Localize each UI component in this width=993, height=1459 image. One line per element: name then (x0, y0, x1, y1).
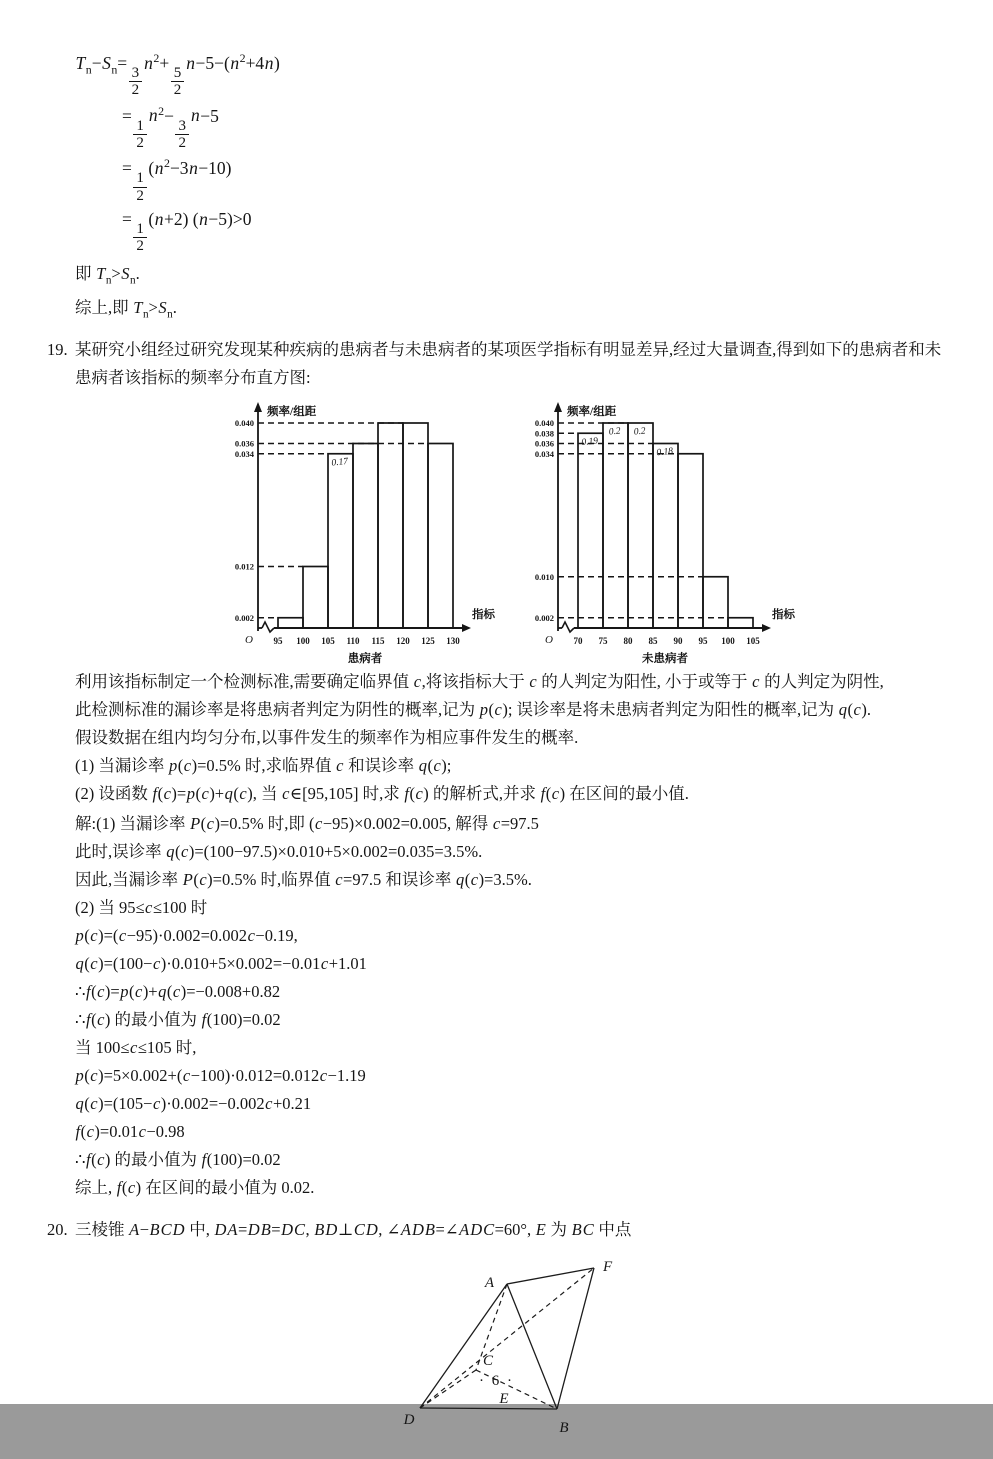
text-line: (2) 当 95≤c≤100 时 (75, 898, 208, 918)
text-line: q(c)=(100−c)·0.010+5×0.002=−0.01c+1.01 (75, 954, 367, 974)
svg-text:100: 100 (296, 636, 310, 647)
svg-text:D: D (403, 1412, 415, 1429)
text-line: = $\frac{1}{2}$ $n^2-$ $\frac{3}{2}$ n−5 (122, 103, 219, 151)
patients-histogram (226, 398, 526, 668)
svg-text:95: 95 (273, 636, 283, 647)
text-line: = $\frac{1}{2}$ $(n^2-3n-10)$ (122, 156, 232, 204)
non-patients-histogram (526, 398, 826, 668)
svg-text:C: C (483, 1353, 494, 1370)
svg-text:0.040: 0.040 (234, 418, 254, 429)
svg-text:0.040: 0.040 (534, 418, 554, 429)
problem-20-statement: 三棱锥 A−BCD 中, DA=DB=DC, BD⊥CD, ∠ADB=∠ADC=60°, E 为 BC 中点 (75, 1220, 632, 1240)
page-number: · 6 · (479, 1373, 514, 1389)
problem-19-number: 19. (47, 340, 68, 360)
svg-text:105: 105 (746, 636, 760, 647)
svg-text:70: 70 (573, 636, 583, 647)
text-line: (2) 设函数 f(c)=p(c)+q(c), 当 c∈[95,105] 时,求 f(c) 的解析式,并求 f(c) 在区间的最小值. (75, 784, 689, 804)
problem-20 (0, 1216, 993, 1244)
svg-text:130: 130 (446, 636, 460, 647)
problem-19-paragraph (0, 668, 993, 752)
svg-text:0.036: 0.036 (234, 438, 254, 449)
svg-text:F: F (603, 1259, 613, 1276)
svg-text:115: 115 (371, 636, 385, 647)
svg-text:O: O (245, 634, 253, 647)
text-line: ∴f(c) 的最小值为 f(100)=0.02 (75, 1150, 281, 1170)
text-line: 即 $T_n>S_n$. (75, 263, 140, 286)
text-line: q(c)=(105−c)·0.002=−0.002c+0.21 (75, 1094, 312, 1114)
histograms-row (226, 398, 993, 668)
text-line: 当 100≤c≤105 时, (75, 1038, 197, 1058)
svg-text:0.012: 0.012 (234, 561, 254, 572)
text-line: p(c)=(c−95)·0.002=0.002c−0.19, (75, 926, 298, 946)
svg-text:0.18: 0.18 (656, 446, 674, 459)
svg-text:A: A (484, 1275, 494, 1292)
svg-text:0.034: 0.034 (534, 448, 554, 459)
svg-text:0.002: 0.002 (534, 612, 554, 623)
text-line: 解:(1) 当漏诊率 P(c)=0.5% 时,即 (c−95)×0.002=0.005, 解得 c=97.5 (75, 814, 539, 834)
text-line: f(c)=0.01c−0.98 (75, 1122, 185, 1142)
text-line: p(c)=5×0.002+(c−100)·0.012=0.012c−1.19 (75, 1066, 366, 1086)
svg-text:0.038: 0.038 (534, 428, 554, 439)
svg-text:0.010: 0.010 (534, 571, 554, 582)
svg-text:E: E (499, 1391, 509, 1408)
text-line: 此检测标准的漏诊率是将患病者判定为阴性的概率,记为 p(c); 误诊率是将未患病者判定为阳性的概率,记为 q(c). (75, 700, 871, 720)
derivation-lines (75, 51, 993, 255)
problem-19-solution (0, 810, 993, 1202)
tetrahedron-figure (380, 1254, 680, 1454)
svg-text:0.002: 0.002 (234, 612, 254, 623)
svg-text:75: 75 (598, 636, 608, 647)
problem-19 (0, 336, 993, 392)
svg-text:80: 80 (623, 636, 633, 647)
svg-text:0.2: 0.2 (633, 426, 647, 438)
svg-text:105: 105 (321, 636, 335, 647)
text-line: (1) 当漏诊率 p(c)=0.5% 时,求临界值 c 和误诊率 q(c); (75, 756, 452, 776)
text-line: ∴f(c)=p(c)+q(c)=−0.008+0.82 (75, 982, 281, 1002)
svg-text:患病者: 患病者 (347, 653, 383, 666)
text-line: 因此,当漏诊率 P(c)=0.5% 时,临界值 c=97.5 和误诊率 q(c)=3.5%. (75, 870, 532, 890)
svg-text:85: 85 (648, 636, 658, 647)
svg-text:指标: 指标 (772, 609, 795, 622)
svg-text:0.036: 0.036 (534, 438, 554, 449)
conclusion-lines (75, 260, 993, 329)
svg-text:125: 125 (421, 636, 435, 647)
solution-18-block (0, 51, 993, 328)
text-line: 综上,即 $T_n>S_n$. (75, 297, 177, 321)
tetrahedron-figure-row (380, 1254, 993, 1459)
text-line: $T_n-S_n=$ $\frac{3}{2}$ $n^2+$ $\frac{5}{2}$ $n-5-(n^2+4n)$ (75, 51, 280, 99)
text-line: ∴f(c) 的最小值为 f(100)=0.02 (75, 1010, 281, 1030)
svg-text:0.17: 0.17 (331, 457, 349, 469)
svg-text:100: 100 (721, 636, 735, 647)
svg-text:未患病者: 未患病者 (642, 653, 688, 666)
text-line: 利用该指标制定一个检测标准,需要确定临界值 c,将该指标大于 c 的人判定为阳性, 小于或等于 c 的人判定为阴性, (75, 672, 884, 692)
svg-text:0.19: 0.19 (581, 436, 599, 449)
text-line: 综上, f(c) 在区间的最小值为 0.02. (75, 1178, 315, 1198)
svg-text:0.034: 0.034 (234, 448, 254, 459)
svg-text:110: 110 (346, 636, 360, 647)
text-line: 假设数据在组内均匀分布,以事件发生的频率作为相应事件发生的概率. (75, 728, 579, 748)
svg-text:90: 90 (673, 636, 683, 647)
svg-text:B: B (559, 1420, 569, 1437)
svg-text:频率/组距: 频率/组距 (567, 406, 617, 419)
svg-text:0.2: 0.2 (608, 426, 622, 438)
svg-text:频率/组距: 频率/组距 (267, 406, 317, 419)
problem-20-number: 20. (47, 1220, 68, 1240)
svg-text:95: 95 (698, 636, 708, 647)
text-line: = $\frac{1}{2}$ (n+2) (n−5)>0 (122, 208, 252, 255)
svg-text:O: O (545, 634, 553, 647)
svg-text:指标: 指标 (472, 609, 495, 622)
problem-19-statement: 某研究小组经过研究发现某种疾病的患病者与未患病者的某项医学指标有明显差异,经过大量调查,得到如下的患病者和未患病者该指标的频率分布直方图: (75, 340, 942, 388)
problem-19-questions (0, 752, 993, 808)
svg-text:120: 120 (396, 636, 410, 647)
text-line: 此时,误诊率 q(c)=(100−97.5)×0.010+5×0.002=0.035=3.5%. (75, 842, 483, 862)
